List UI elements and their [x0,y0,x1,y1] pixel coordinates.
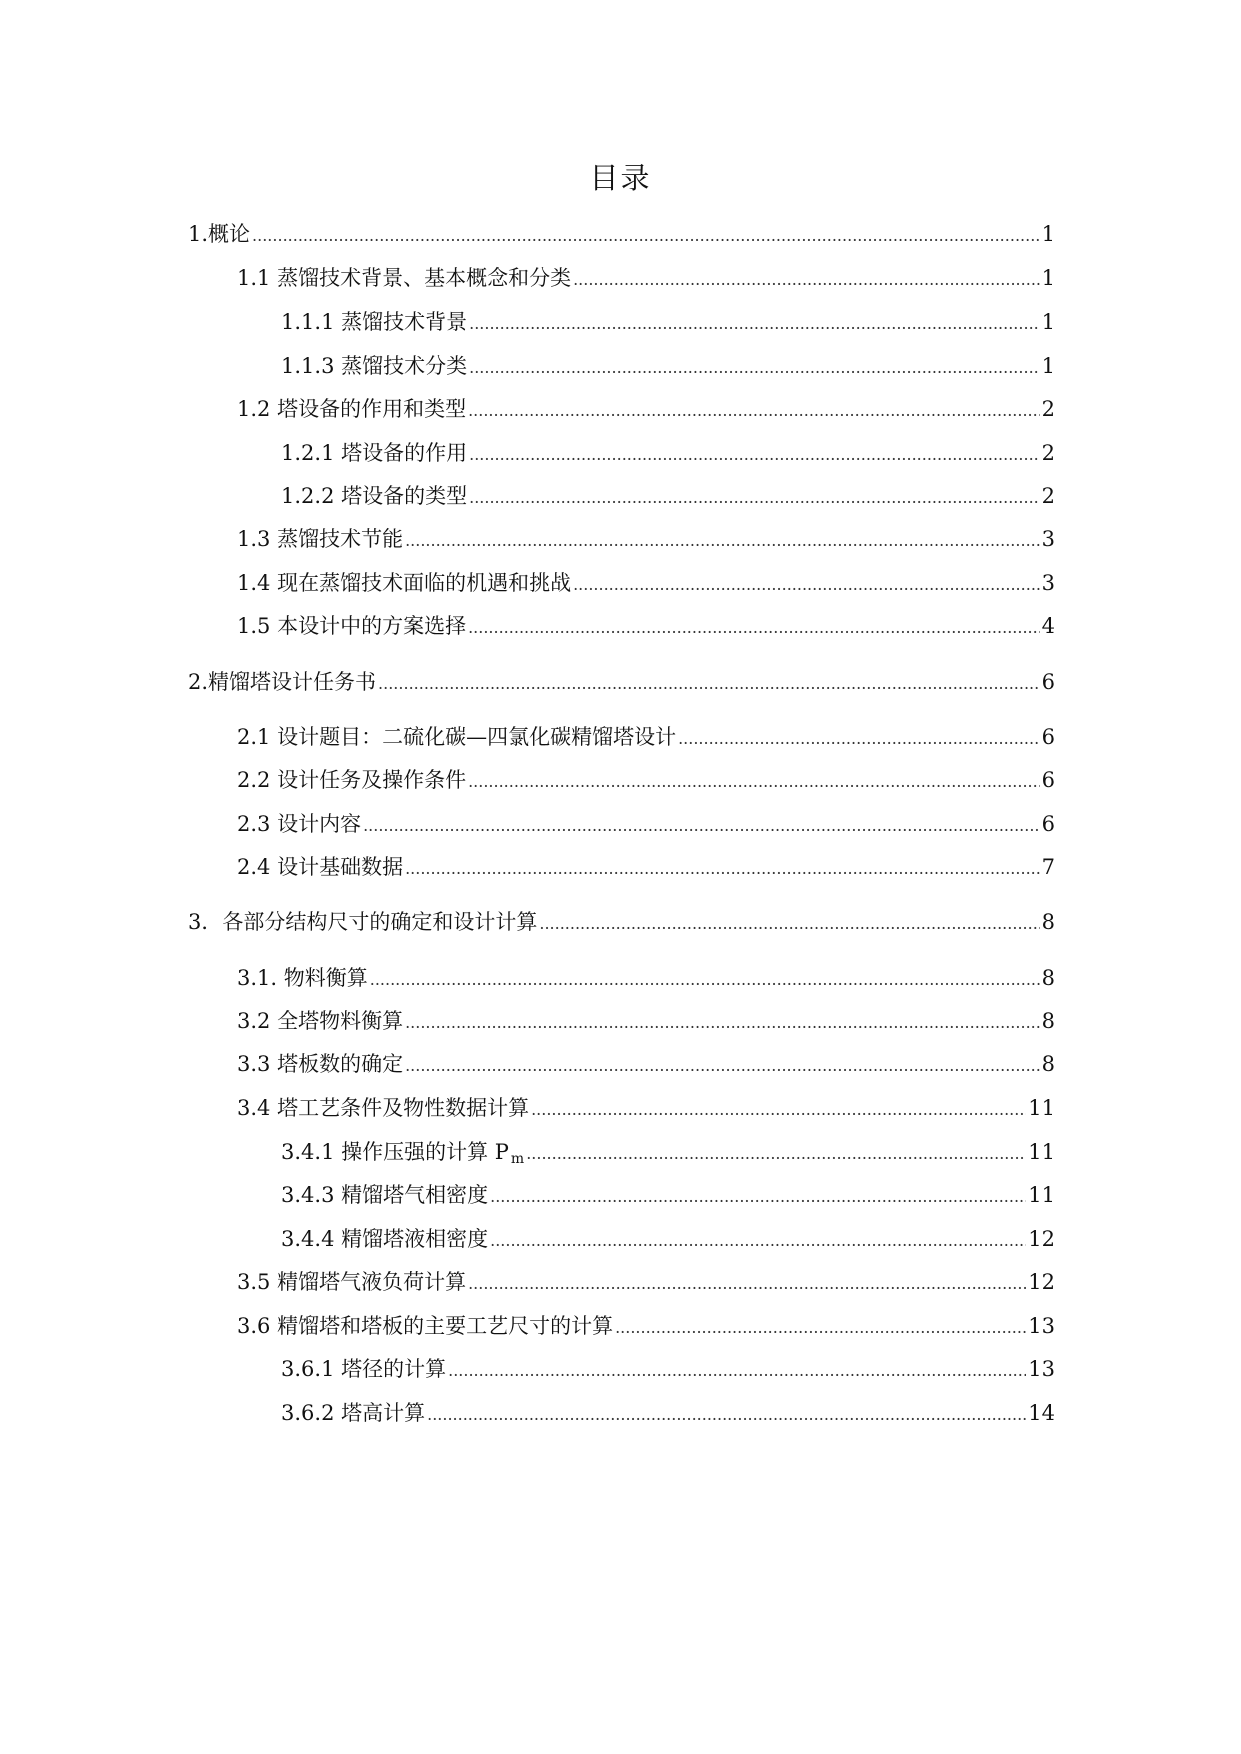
toc-entry[interactable] [237,523,1055,555]
toc-entry[interactable] [237,764,1055,796]
toc-dot-leader [468,395,1040,427]
toc-dot-leader [490,1225,1026,1257]
toc-entry-page-number: 12 [1028,1227,1055,1251]
toc-entry[interactable] [281,480,1055,512]
toc-entry[interactable] [188,906,1055,938]
toc-dot-leader [469,308,1040,340]
toc-entry[interactable] [188,218,1055,250]
toc-dot-leader [469,482,1040,514]
toc-entry[interactable] [237,1310,1055,1342]
toc-entry-title: 3.3 塔板数的确定 [237,1052,404,1076]
toc-dot-leader [252,220,1040,252]
toc-dot-leader [468,612,1040,644]
toc-entry[interactable] [237,851,1055,883]
toc-entry[interactable] [281,306,1055,338]
toc-entry-title-wrap [281,1136,526,1175]
toc-entry-title: 2.1 设计题目：二硫化碳—四氯化碳精馏塔设计 [237,725,677,749]
toc-entry[interactable] [237,962,1055,994]
toc-entry[interactable] [237,610,1055,642]
toc-dot-leader [615,1312,1026,1344]
toc-entry[interactable] [281,1136,1055,1168]
toc-dot-leader [469,439,1040,471]
toc-entry-title: 3.4.4 精馏塔液相密度 [281,1227,489,1251]
toc-entry-page-number: 11 [1028,1096,1055,1120]
toc-entry[interactable] [281,350,1055,382]
toc-entry-page-number: 6 [1041,812,1055,836]
toc-entry-page-number: 8 [1041,1052,1055,1076]
toc-entry-title: 1.3 蒸馏技术节能 [237,527,404,551]
toc-entry-title: 1.1.1 蒸馏技术背景 [281,310,468,334]
toc-dot-leader [490,1181,1026,1213]
toc-entry-page-number: 13 [1028,1357,1055,1381]
toc-entry-title: 2.精馏塔设计任务书 [188,670,377,694]
toc-entry-page-number: 4 [1041,614,1055,638]
toc-entry-title: 1.5 本设计中的方案选择 [237,614,467,638]
toc-entry-page-number: 3 [1041,527,1055,551]
toc-dot-leader [539,908,1039,940]
toc-entry-page-number: 8 [1041,966,1055,990]
toc-entry[interactable] [237,393,1055,425]
toc-entry-title: 1.2.1 塔设备的作用 [281,441,468,465]
toc-entry-title-subscript: m [510,1151,525,1167]
toc-entry-page-number: 1 [1041,310,1055,334]
toc-entry-title: 3．各部分结构尺寸的确定和设计计算 [188,910,538,934]
toc-entry[interactable] [237,1266,1055,1298]
toc-dot-leader [405,853,1040,885]
toc-dot-leader [363,810,1040,842]
toc-entry-page-number: 1 [1041,354,1055,378]
toc-entry-page-number: 3 [1041,571,1055,595]
toc-dot-leader [468,766,1040,798]
toc-entry-page-number: 13 [1028,1314,1055,1338]
toc-entry-title: 3.6.2 塔高计算 [281,1401,426,1425]
toc-dot-leader [573,264,1040,296]
toc-dot-leader [469,352,1040,384]
toc-entry-page-number: 2 [1041,441,1055,465]
toc-entry-page-number: 7 [1041,855,1055,879]
toc-dot-leader [405,1007,1040,1039]
toc-entry[interactable] [281,437,1055,469]
toc-entry-title: 2.2 设计任务及操作条件 [237,768,467,792]
toc-entry-title: 3.4.1 操作压强的计算 P [281,1140,509,1164]
toc-entry-title: 3.2 全塔物料衡算 [237,1009,404,1033]
toc-entry-title: 1.概论 [188,222,251,246]
toc-entry[interactable] [237,262,1055,294]
toc-dot-leader [405,525,1040,557]
toc-dot-leader [573,569,1040,601]
toc-entry-title: 3.6 精馏塔和塔板的主要工艺尺寸的计算 [237,1314,614,1338]
toc-entry-page-number: 11 [1028,1140,1055,1164]
toc-entry-title: 1.1.3 蒸馏技术分类 [281,354,468,378]
toc-entry-page-number: 8 [1041,910,1055,934]
toc-entry[interactable] [237,1048,1055,1080]
toc-entry-page-number: 12 [1028,1270,1055,1294]
toc-entry[interactable] [237,1092,1055,1124]
page-title: 目录 [589,161,652,195]
toc-dot-leader [405,1050,1040,1082]
toc-dot-leader [378,668,1040,700]
toc-entry-page-number: 6 [1041,768,1055,792]
toc-entry-page-number: 11 [1028,1183,1055,1207]
toc-entry-page-number: 1 [1041,222,1055,246]
toc-entry[interactable] [281,1353,1055,1385]
toc-entry-title: 3.1. 物料衡算 [237,966,368,990]
toc-entry-page-number: 6 [1041,670,1055,694]
toc-dot-leader [370,964,1040,996]
toc-entry[interactable] [188,666,1055,698]
toc-entry[interactable] [237,808,1055,840]
toc-dot-leader [427,1399,1026,1431]
toc-dot-leader [448,1355,1026,1387]
toc-entry[interactable] [237,1005,1055,1037]
toc-entry-title: 3.5 精馏塔气液负荷计算 [237,1270,467,1294]
toc-entry-title: 1.4 现在蒸馏技术面临的机遇和挑战 [237,571,572,595]
toc-entry-page-number: 14 [1028,1401,1055,1425]
toc-dot-leader [468,1268,1026,1300]
toc-entry[interactable] [281,1179,1055,1211]
toc-entry[interactable] [281,1397,1055,1429]
toc-dot-leader [526,1138,1026,1170]
toc-entry-title: 2.3 设计内容 [237,812,362,836]
toc-entry[interactable] [281,1223,1055,1255]
toc-entry-title: 1.2 塔设备的作用和类型 [237,397,467,421]
toc-entry-title: 1.1 蒸馏技术背景、基本概念和分类 [237,266,572,290]
toc-entry[interactable] [237,567,1055,599]
toc-dot-leader [678,723,1040,755]
toc-entry-title: 3.4 塔工艺条件及物性数据计算 [237,1096,530,1120]
toc-entry-title: 2.4 设计基础数据 [237,855,404,879]
toc-entry-page-number: 2 [1041,397,1055,421]
toc-entry-page-number: 8 [1041,1009,1055,1033]
toc-entry-page-number: 1 [1041,266,1055,290]
toc-entry-title: 1.2.2 塔设备的类型 [281,484,468,508]
toc-entry-title: 3.6.1 塔径的计算 [281,1357,447,1381]
toc-dot-leader [531,1094,1026,1126]
toc-entry-page-number: 6 [1041,725,1055,749]
toc-entry-title: 3.4.3 精馏塔气相密度 [281,1183,489,1207]
toc-entry-page-number: 2 [1041,484,1055,508]
toc-entry[interactable] [237,721,1055,753]
